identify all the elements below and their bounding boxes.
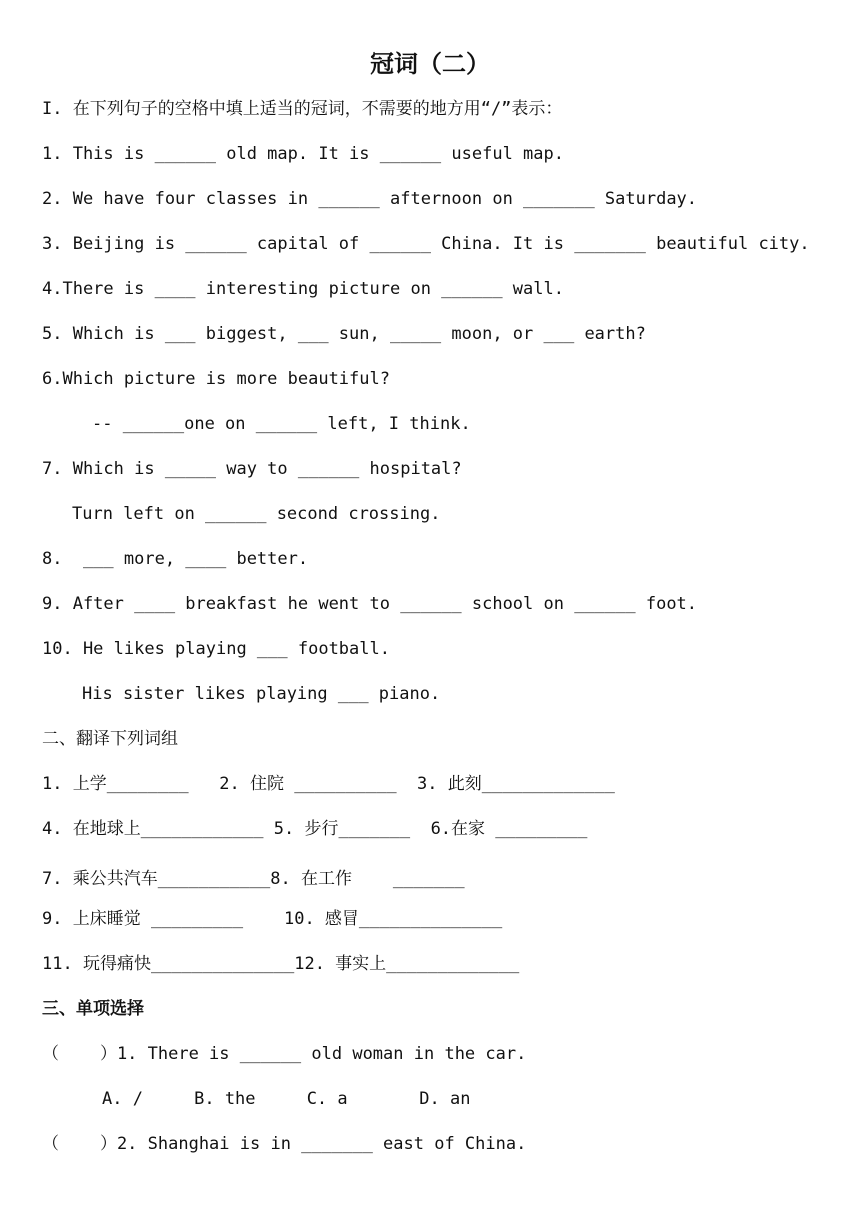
question-line: （ ）1. There is ______ old woman in the car. <box>42 1044 527 1064</box>
exercise-line: 2. We have four classes in ______ afternoon on _______ Saturday. <box>42 189 698 209</box>
exercise-line: 7. Which is _____ way to ______ hospital? <box>42 459 462 479</box>
section-2-heading: 二、翻译下列词组 <box>42 729 178 749</box>
exercise-line: His sister likes playing ___ piano. <box>82 684 441 704</box>
exercise-line: 9. After ____ breakfast he went to ______ school on ______ foot. <box>42 594 698 614</box>
exercise-line: Turn left on ______ second crossing. <box>72 504 441 524</box>
exercise-line: 10. He likes playing ___ football. <box>42 639 390 659</box>
question-line: （ ）2. Shanghai is in _______ east of China. <box>42 1134 527 1154</box>
page-title: 冠词（二） <box>370 50 490 78</box>
exercise-line: -- ______one on ______ left, I think. <box>92 414 471 434</box>
section-1-heading: I. 在下列句子的空格中填上适当的冠词，不需要的地方用“/”表示： <box>42 99 563 119</box>
exercise-line: 6.Which picture is more beautiful? <box>42 369 390 389</box>
translation-line: 9. 上床睡觉 _________ 10. 感冒______________ <box>42 909 503 929</box>
exercise-line: 5. Which is ___ biggest, ___ sun, _____ moon, or ___ earth? <box>42 324 646 344</box>
translation-line: 7. 乘公共汽车___________8. 在工作 _______ <box>42 869 465 889</box>
exercise-line: 1. This is ______ old map. It is ______ useful map. <box>42 144 564 164</box>
exercise-line: 4.There is ____ interesting picture on ______ wall. <box>42 279 564 299</box>
translation-line: 4. 在地球上____________ 5. 步行_______ 6.在家 _________ <box>42 819 588 839</box>
exercise-line: 8. ___ more, ____ better. <box>42 549 309 569</box>
translation-line: 1. 上学________ 2. 住院 __________ 3. 此刻_____________ <box>42 774 615 794</box>
translation-line: 11. 玩得痛快______________12. 事实上_____________ <box>42 954 520 974</box>
section-3-heading: 三、单项选择 <box>42 999 144 1019</box>
options-line: A. / B. the C. a D. an <box>102 1089 471 1109</box>
exercise-line: 3. Beijing is ______ capital of ______ China. It is _______ beautiful city. <box>42 234 810 254</box>
